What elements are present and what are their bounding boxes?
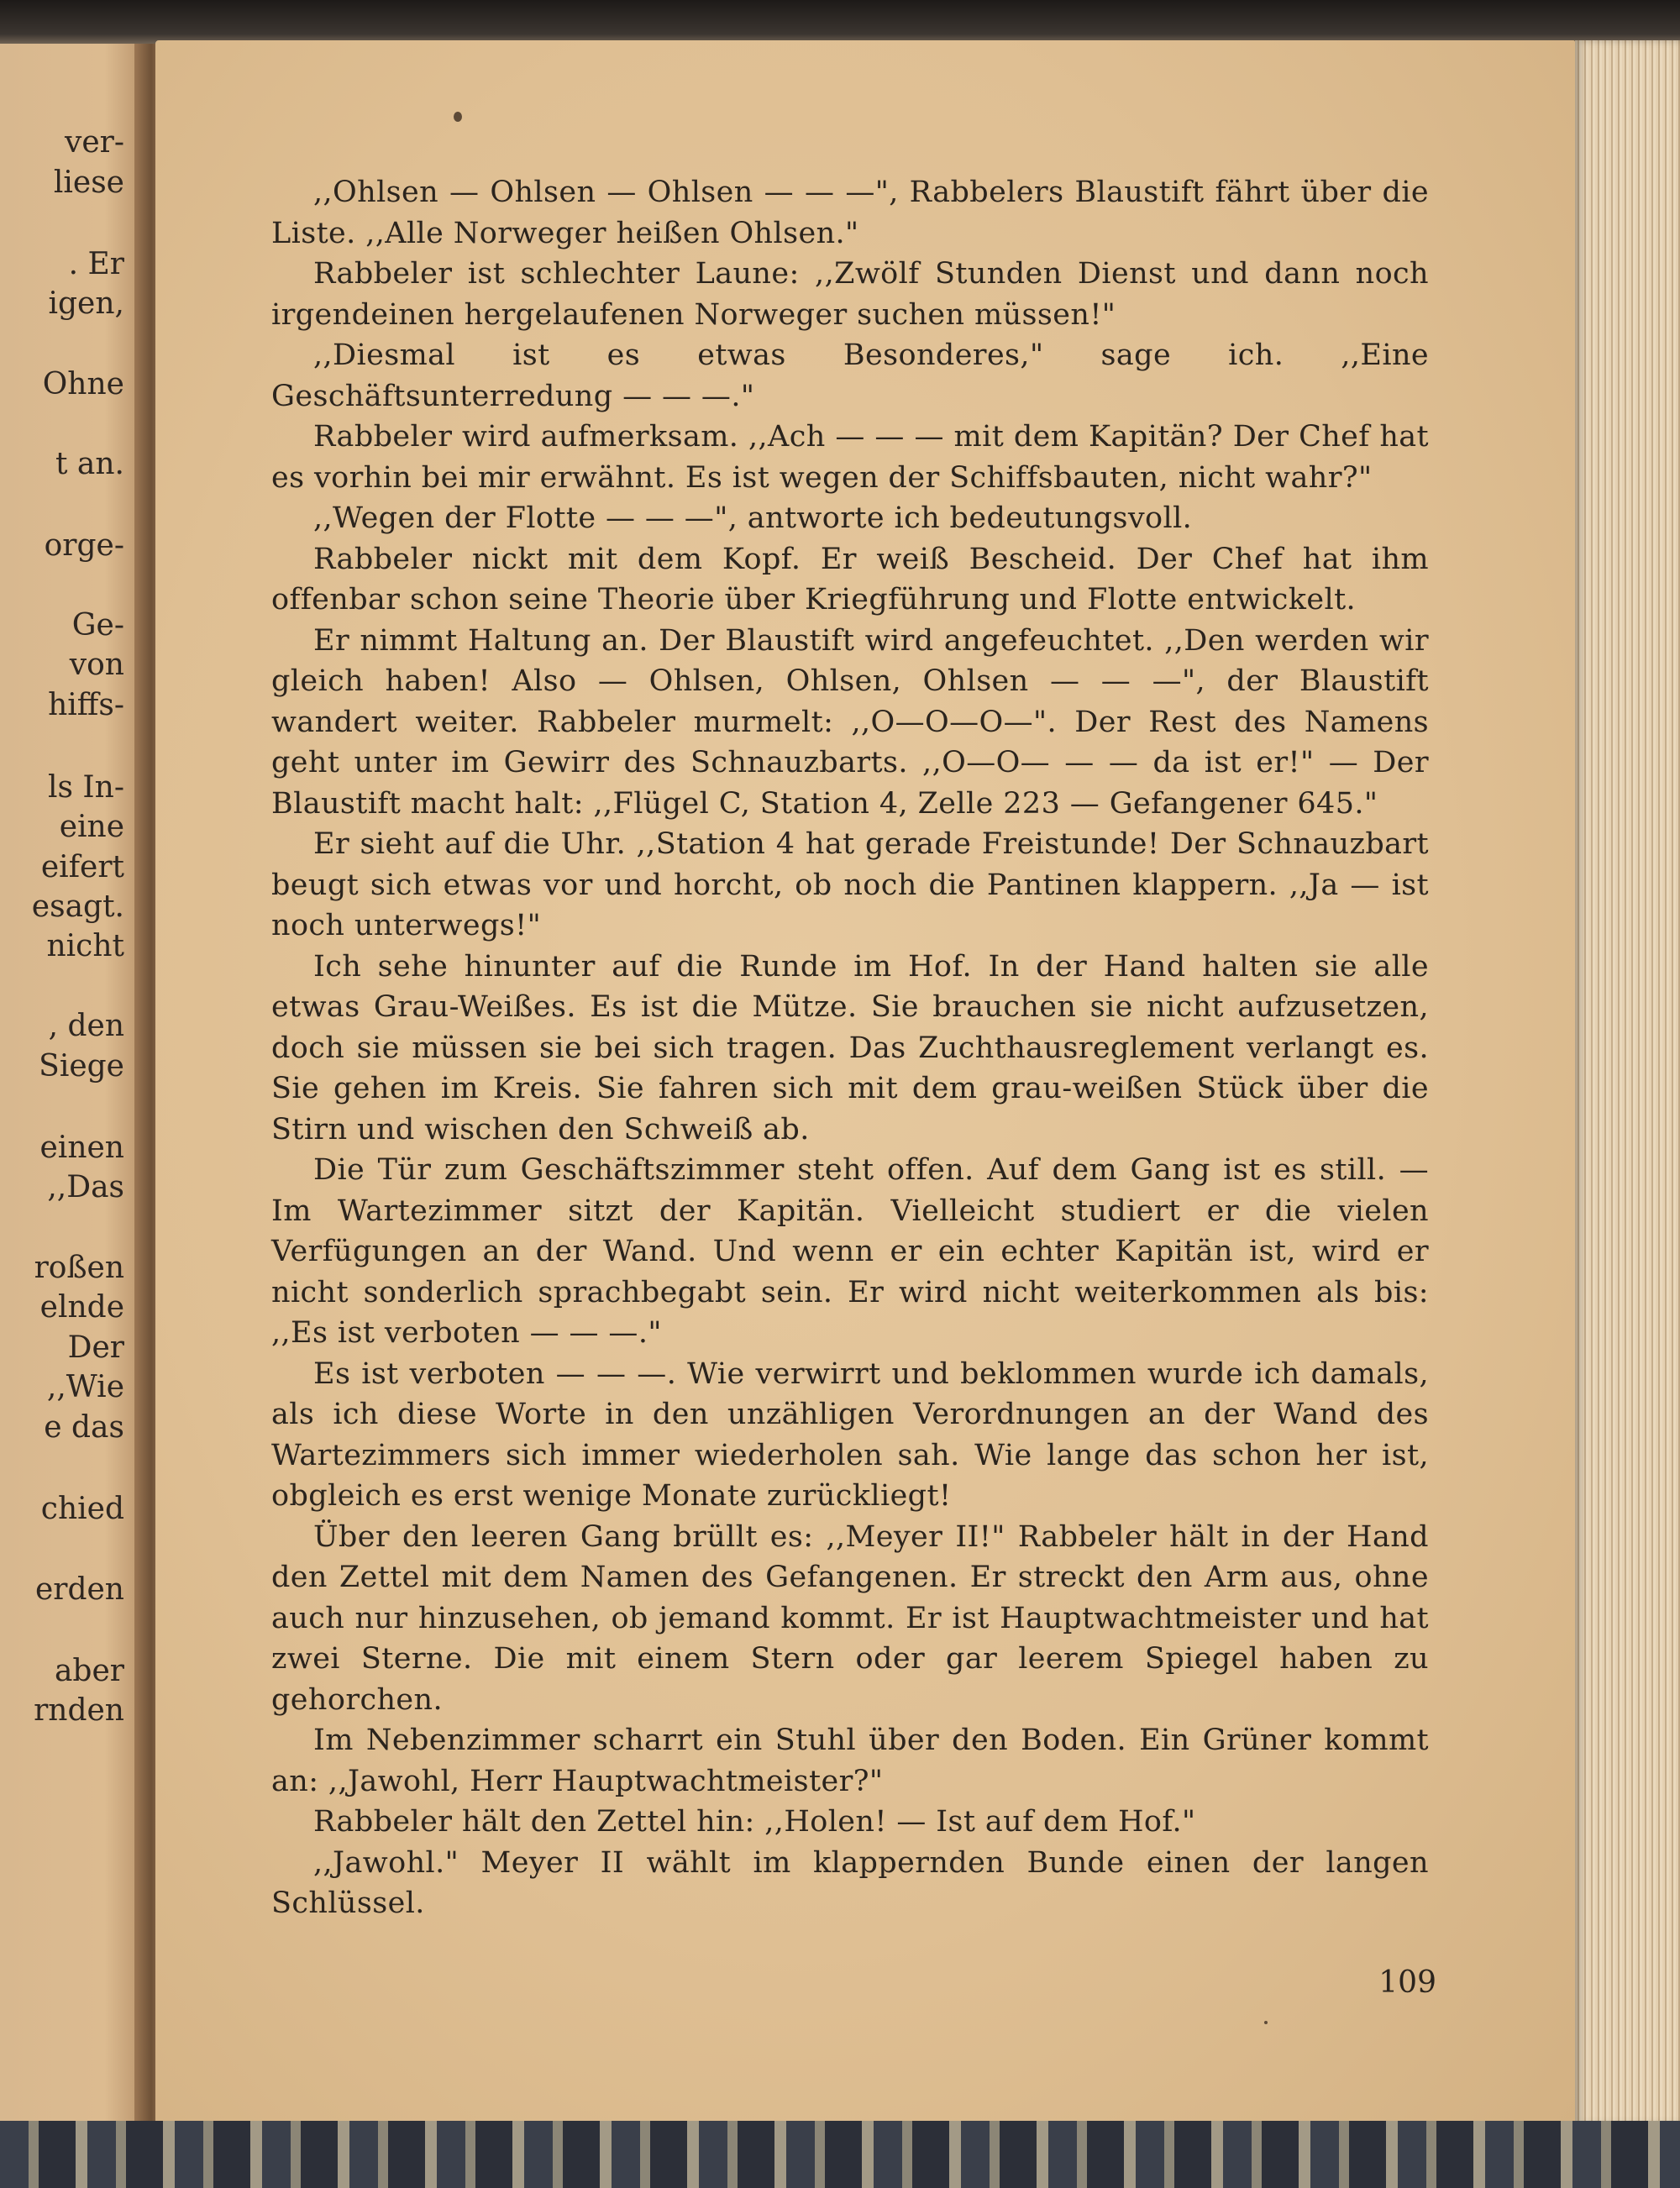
paragraph: ,,Diesmal ist es etwas Besonderes," sage ich. ,,Eine Geschäftsunterredung — — —." — [271, 338, 1429, 413]
left-page-line: elnde — [39, 1290, 124, 1325]
left-page-line: von — [69, 648, 124, 682]
left-page-line: ,,Wie — [46, 1370, 124, 1404]
left-page-line: esagt. — [31, 889, 124, 924]
left-page-line: Ohne — [42, 367, 124, 401]
left-page-line: chied — [40, 1492, 124, 1526]
paragraph: Im Nebenzimmer scharrt ein Stuhl über den Boden. Ein Grüner kommt an: ,,Jawohl, Herr Hauptwachtmeister?" — [271, 1724, 1429, 1798]
paragraph: Er nimmt Haltung an. Der Blaustift wird angefeuchtet. ,,Den werden wir gleich haben! Also — Ohlsen, Ohlsen, Ohlsen — — —", der Blaustift wandert weiter. Rabbeler murmelt: ,,O—O—O—". Der Rest des Namens geht unter im Gewirr des Schnauzbarts. ,,O—O— — — da ist er!" — Der Blaustift macht halt: ,,Flügel C, Station 4, Zelle 223 — Gefangener 645." — [271, 623, 1429, 821]
paragraph: Rabbeler ist schlechter Laune: ,,Zwölf Stunden Dienst und dann noch irgendeinen hergelaufenen Norweger suchen müssen!" — [271, 257, 1429, 332]
left-page-line: erden — [34, 1572, 124, 1607]
paragraph: Rabbeler wird aufmerksam. ,,Ach — — — mit dem Kapitän? Der Chef hat es vorhin bei mir erwähnt. Es ist wegen der Schiffsbauten, nicht wahr?" — [271, 420, 1429, 495]
paragraph: ,,Ohlsen — Ohlsen — Ohlsen — — —", Rabbelers Blaustift fährt über die Liste. ,,Alle Norweger heißen Ohlsen." — [271, 176, 1429, 250]
left-page-line: . Er — [68, 247, 124, 281]
left-page-line: ls In- — [47, 770, 124, 805]
paragraph: Es ist verboten — — —. Wie verwirrt und beklommen wurde ich damals, als ich diese Worte in den unzähligen Verordnungen an der Wand des Wartezimmers sich immer wiederholen sah. Wie lange das schon her ist, obgleich es erst wenige Monate zurückliegt! — [271, 1356, 1429, 1513]
paragraph: ,,Jawohl." Meyer II wählt im klappernden Bunde einen der langen Schlüssel. — [271, 1845, 1429, 1920]
page-number: 109 — [1378, 1965, 1436, 2000]
left-page-line: hiffs- — [48, 688, 124, 722]
left-page-line: Der — [67, 1330, 124, 1365]
left-page-line: liese — [53, 165, 124, 200]
left-page-line: rnden — [34, 1693, 124, 1728]
left-page-line: eifert — [40, 850, 124, 884]
left-page-line: igen, — [48, 286, 124, 321]
paragraph: Er sieht auf die Uhr. ,,Station 4 hat gerade Freistunde! Der Schnauzbart beugt sich etwas vor und horcht, ob noch die Pantinen klappern. ,,Ja — ist noch unterwegs!" — [271, 827, 1429, 942]
left-page-line: , den — [48, 1009, 124, 1043]
left-page-line: roßen — [34, 1251, 124, 1285]
left-page-line: Siege — [39, 1049, 124, 1084]
paragraph: ,,Wegen der Flotte — — —", antworte ich bedeutungsvoll. — [313, 501, 1193, 535]
paragraph: Rabbeler nickt mit dem Kopf. Er weiß Bescheid. Der Chef hat ihm offenbar schon seine Theorie über Kriegführung und Flotte entwickelt. — [271, 542, 1429, 617]
left-page-line: e das — [44, 1410, 124, 1445]
left-page-line: Ge- — [71, 608, 124, 643]
body-text — [271, 172, 1429, 1924]
left-page-line: ,,Das — [47, 1170, 124, 1204]
left-page-line: orge- — [44, 528, 124, 563]
ink-speck — [454, 112, 462, 122]
left-page-line: ver- — [64, 125, 124, 160]
left-page-line: einen — [39, 1131, 124, 1165]
paragraph: Rabbeler hält den Zettel hin: ,,Holen! — Ist auf dem Hof." — [313, 1805, 1196, 1839]
paragraph: Ich sehe hinunter auf die Runde im Hof. In der Hand halten sie alle etwas Grau-Weißes. Es ist die Mütze. Sie brauchen sie nicht aufzusetzen, doch sie müssen sie bei sich tragen. Das Zuchthausreglement verlangt es. Sie gehen im Kreis. Sie fahren sich mit dem grau-weißen Stück über die Stirn und wischen den Schweiß ab. — [271, 949, 1429, 1146]
paragraph: Über den leeren Gang brüllt es: ,,Meyer II!" Rabbeler hält in der Hand den Zettel mit dem Namen des Gefangenen. Er streckt den Arm aus, ohne auch nur hinzusehen, ob jemand kommt. Er ist Hauptwachtmeister und hat zwei Sterne. Die mit einem Stern oder gar leerem Spiegel haben zu gehorchen. — [271, 1519, 1429, 1717]
left-page — [0, 44, 150, 2127]
ink-speck — [1264, 2021, 1268, 2024]
book-bottom-edge — [0, 2121, 1680, 2188]
page-edges — [1575, 40, 1680, 2125]
left-page-line: nicht — [46, 929, 124, 963]
left-page-line: aber — [54, 1654, 124, 1688]
left-page-line: eine — [59, 810, 124, 844]
left-page-line: t an. — [55, 447, 124, 481]
paragraph: Die Tür zum Geschäftszimmer steht offen. Auf dem Gang ist es still. — Im Wartezimmer sitzt der Kapitän. Vielleicht studiert er die vielen Verfügungen an der Wand. Und wenn er ein echter Kapitän ist, wird er nicht sonderlich sprachbegabt sein. Er wird nicht weiterkommen als bis: ,,Es ist verboten — — —." — [271, 1153, 1429, 1350]
